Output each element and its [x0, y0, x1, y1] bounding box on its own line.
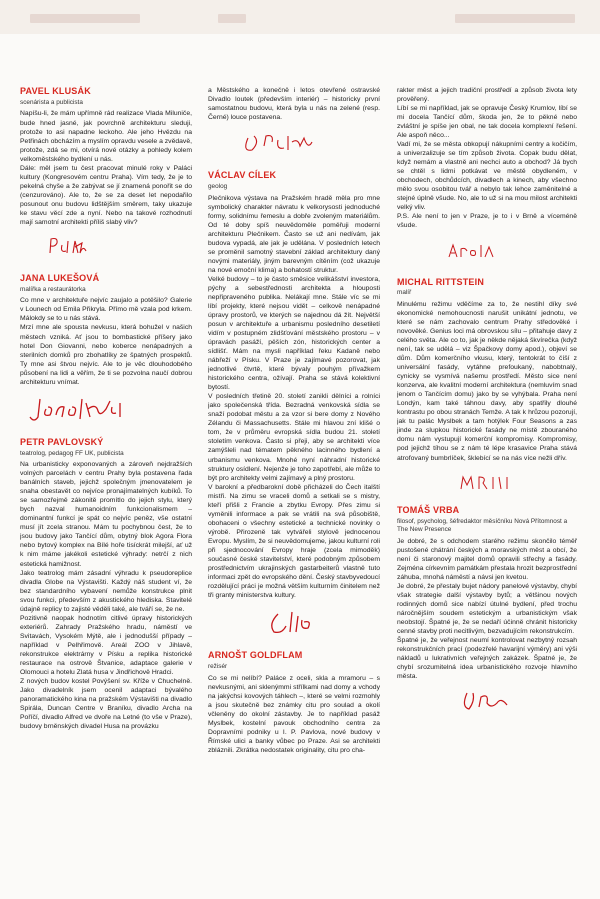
author-name: ARNOŠT GOLDFLAM	[208, 650, 303, 661]
paragraph: Dále: měl jsem tu čest pracovat minulé roky v Paláci kultury (Kongresovém centru Praha). Vím tedy, že je to pekelná chyše a že zabývat se jí znamená ponořit se do (cenzurováno). Ale to, že se za deset let nepodařilo posunout onu budovu lidštějším směrem, taky ukazuje ke stavu věcí zde a nyní. Nebo na takové rozhodnutí mají samotní architekti příliš slabý vliv?	[20, 164, 192, 226]
paragraph: rakter měst a jejich tradiční prostředí a způsob života lety prověřený.	[397, 87, 577, 104]
paragraph: Napíšu-li, že mám upřímně rád realizace Vlada Miluniče, bude hned jasné, jak povrchně architekturu sleduji, protože to asi napadne leckoho. Ale jeho Hvězdu na Petřinách obcházím a myslím opravdu vesele a zvědavě, protože, zdá se mi, otvírá nové otázky a pohledy kolem velkoměstského bydlení u nás.	[20, 110, 192, 163]
column-2	[208, 86, 380, 886]
paragraph: Z nových budov kostel Povýšení sv. Kříže v Chuchelně. Jako divadelník jsem ocenil adaptaci bývalého panoramatického kina na pražském Výstavišti na divadlo Spirála, Duncan Centre v Braníku, divadlo Archa na Poříčí, divadlo Alfred ve dvoře na Letné (to vše v Praze), budovy brněnských divadel Husa na provázku	[20, 677, 192, 731]
paragraph: Velké budovy – to je často směsice velikášství investora, pýchy a sebestřednosti architekta a hlouposti nepřipraveného publika. Nelákají mne. Stále víc se mi líbí projekty, které nejsou vidět – celkově nenápadné úpravy prostorů, ve kterých se najednou dá žít. Největší posun v architektuře a urbanismu posledního desetiletí vidím v postupném zlidšťování městského prostoru – v úpravách pasáží, pěších zón, historických center a sídlišť. Mám na mysli například řeku Kadaně nebo nábřeží v Písku. V Praze je zajímavé pozorovat, jak jednotlivé čtvrtě, které bývaly pouhým přívažkem historického centra, ožívají. Praha se stává kolektivní bytostí.	[208, 275, 380, 392]
paragraph: P.S. Ale není to jen v Praze, je to i v Brně a víceméně všude.	[397, 213, 577, 230]
paragraph: Minulému režimu vděčíme za to, že nestihl díky své ekonomické nemohoucnosti narušit unikátní jednotu, ve které se nám zachovalo centrum Prahy středověké i novověké. Genius loci má obrovskou sílu – přitahuje davy z celého světa. Ale co to, jak je někde nějaká škvírečka (když není, tak se udělá – viz Špačkovy domy apod.), objeví se dům. Dům komerčního vkusu, který, tentokrát to číší z universální fasády, vytáhne prefoukaný, nabobtnalý, cynicky se vysmívá našemu prostředí. Město sice není konzerva, ale kvalitní moderní architektura (nemluvím snad jenom o Tančícím domu) jako by se vyhýbala. Praha není Londýn, kam také táhnou davy, aby spatřily dlouhé kontrastu po obou stranách Temže. A tak k hrůzou pozorují, jak tu palác Myslbek a tam hotýlek Four Seasons a zas jinde za slupkou historické fasády ne místě zbouraného domu nám vystupují komerční kompromisy. Kompromisy, pod jejichž tíhou se z nám té lépe krasavice Praha stává atrofovaný bumbrlíček, šklebící se na nás více nežli dřív.	[397, 300, 577, 462]
author-name: VÁCLAV CÍLEK	[208, 170, 277, 181]
author-role: malířka a restaurátorka	[20, 285, 86, 293]
paragraph: Vadí mi, že se města obkopují nákupními centry a kočičím, a univerzalizuje se tím způsob života. Copak budu dělat, když nemám a vlastně ani nechci auto a obchod? Já bych se chtěl s lidmi potkávat ve městě obydleném, v obchodech, obchůdcích, divadlech a kinech, aby všechno mělo svou osobitou tvář a nebylo tak lehce zaměnitelné a stejné úplně všude. No, ale to už si na mou milost architekti velký vliv.	[397, 141, 577, 212]
signature-cilek	[208, 606, 348, 640]
author-name: MICHAL RITTSTEIN	[397, 276, 485, 287]
signature-goldflam	[397, 237, 537, 267]
author-role: filosof, psycholog, šéfredaktor měsíčníku Nová Přítomnost a The New Presence	[397, 517, 568, 534]
author-name: JANA LUKEŠOVÁ	[20, 272, 100, 283]
author-role: malíř	[397, 289, 412, 297]
paragraph: Plečnikova výstava na Pražském hradě měla pro mne symbolický charakter návratu k velkorysosti jednoduché formy, solidnímu řemeslu a dobře zvoleným materiálům. Od té doby spíš neuvědoměle poměřuji moderní architekturu Plečnikem. Často se už ani nedívám, jak budova vypadá, ale jak je udělána. V posledních letech se proměnil samotný stavební základ architektury daný novými materiály, jiným barevným cítěním (což ukazuje na nové emoční klima) a bohatostí struktur.	[208, 194, 380, 274]
author-role: teatrolog, pedagog FF UK, publicista	[20, 449, 124, 457]
paragraph: Pozitivně naopak hodnotím citlivé úpravy historických exteriérů. Zahrady Pražského hradu, náměstí ve Svitavách, Vysokém Mýtě, ale i jednodušší případy – například v Pelhřimově. Areál ZOO v Jihlavě, rekonstrukce elektrárny v Písku a replika historické restaurace na ostrově Štvanice, adaptace galerie v Olomouci a hotelu Zlatá husa v Jindřichově Hradci.	[20, 614, 192, 676]
paragraph: a Městského a konečně i letos otevřené ostravské Divadlo loutek (především interiér) – historicky první samostatnou budovu, která byla u nás na zelené (resp. Černé) louce postavena.	[208, 87, 380, 122]
top-band	[0, 0, 600, 34]
paragraph: Mrzí mne ale spousta nevkusu, která bohužel v našich městech vzniká. Ať jsou to bombastické příšery jako hotel Don Giovanni, nebo koberce nenápadných a sterilních domků pro zbohatlíky ze špatných prospektů. Ty mne asi štvou nejvíc. Ale to je věc dlouhodobého působení na lidi a věřím, že ti se pozvolna naučí dobrou architekturu vnímat.	[20, 324, 192, 386]
paragraph: Je dobré, že přestaly bujet nádory panelové výstavby, chybí však strategie další výstavby bytů; a většinou nových rodinných domů sice nabízí útulné bydlení, před trochu náročnějším soudem estetickým a urbanistickým však neobstojí. Špatné je, že se nedaří účinně chránit historicky cenné stavby proti necitlivým, bezvadujícím rekonstrukcím.	[397, 582, 577, 635]
column-1	[20, 86, 192, 886]
signature-col2-top	[208, 128, 328, 160]
column-3	[397, 86, 577, 886]
header-tab-right	[455, 14, 575, 23]
header-tab-mid	[218, 14, 246, 23]
author-name: PAVEL KLUSÁK	[20, 86, 91, 96]
signature-vrba	[397, 687, 537, 717]
signature-rittstein	[397, 469, 537, 495]
author-role: geolog	[208, 183, 228, 191]
paragraph: Je dobré, že s odchodem starého režimu skončilo téměř pustošené chátrání českých a moravských měst a obcí, že není či staronový majitel domů opravili střechy a fasády. Zejména církevním památkám přestala hrozit bezprostřední záhuba, mnohá náměstí a návsi jen kvetou.	[397, 537, 577, 581]
paragraph: Líbí se mi například, jak se opravuje Český Krumlov, líbí se mi docela Tančící dům, škoda jen, že to pěkné nebo zvláštní je spíše jen obal, ne tak docela komplexní řešení. Ale aspoň něco...	[397, 105, 577, 140]
paragraph: V posledních třetině 20. století zanikli dělníci a rolníci jako společenská třída. Bezradná venkovská sídla se snaží podobat městu a za vzor si bere domy z Nového Zélandu či Massachusetts. Stále mi hlavou zní klišé o tom, že v průměru evropská sídla budou 21. století stoletím venkova. Často si přeji, aby se architekti více zamýšleli nad tématem pěkného lacinného bydlení a urbanismu venkova. Mnohé nyní náhradní historické struktury osídlení. Nejenže je toho zapotřebí, ale může to být pro architekty velmi zajímavý a plný prostoru.	[208, 393, 380, 482]
paragraph: Co se mi nelíbí? Paláce z oceli, skla a mramoru – s nevkusnými, ani sklenýmmi střílkami nad domy a vchody na jakýchsi kovových táhlech –, které se velmi rozmohly a jsou skutečně bez známky citu pro soulad a okolí včleněny do okolní zástavby. Je to například pasáž Myslbek, kostelní pavouk obchodního centra za Dopravními podniky u I. P. Pavlova, nové budovy v Římské ulici a banky vůbec po Praze. Asi se architekti zbláznili. Zkrátka nedostatek originality, citu pro cha-	[208, 674, 380, 754]
paragraph: V barokní a předbarokní době přicházeli do Čech italští mistři. Na zimu se vraceli domů a setkali se s mistry, kteří přišli z Francie a zbytku Evropy. Přes zimu si vyměnili informace a pak se vrátili na svá působiště, obohaceni o všechny estetické a technické novinky o výrobě. Přirozeně tak vytvářeli stylově jednocenou Evropu. Myslím, že si neuvědomujeme, jakou kulturní roli při sjednocování Evropy hraje (zcela mimoděk) současné české stavitelství, které podobným způsobem prostřednictvím ukrajinských gastarbeiterů vlastně tuto informaci zpět do evropského dění. Český stavbyvedoucí rozdělující práci je možná větším kulturním činitelem než tři granty ministerstva kultury.	[208, 483, 380, 599]
header-tab-left	[30, 14, 140, 23]
paragraph: Na urbanisticky exponovaných a zároveň nejdražších volných parcelách v centru Prahy byla postavena řada banálních staveb, jejichž společným jmenovatelem je snaha obestavět co nejvíce pronajímatelných kubíků. To se samozřejmě zákonitě promítlo do jejich stylu, který bych nazval humanoidním funkcionalismem – dominantní funkcí je spát co nejvíc peněz, vše ostatní musí jít zcela stranou. Mám tu pochybnou čest, že to jsou budovy jako Tančící dům, obytný blok Agora Flora nebo bytový komplex na Bílé hoře tisíckrát milejší, ať už k nim máme jakékoli estetické výhrady: netrčí z nich estetická hamižnost.	[20, 461, 192, 568]
paragraph: Špatné je, že veřejnost neumí kontrolovat nezbytný rozsah rekonstrukčních prací (podezřelé havarijní výměry) ani výši nákladů u lukrativních veřejných zakázek. Špatné je, že chybí srozumitelná idea urbanistického rozvoje hlavního města.	[397, 636, 577, 681]
author-name: PETR PAVLOVSKÝ	[20, 436, 104, 447]
author-role: režisér	[208, 662, 228, 670]
signature-klusak	[20, 233, 110, 263]
paragraph: Jako teatrolog mám zásadní výhradu k pseudoreplice divadla Globe na Výstavišti. Každý náš student ví, že bez standardního vybavení nemůže konstrukce plnit svou funkci, především z akustického hlediska. Stavitelé údajně replicy to zajisté věděli také, ale tváří se, že ne.	[20, 569, 192, 613]
author-name: TOMÁŠ VRBA	[397, 504, 460, 515]
signature-lukesova	[20, 393, 140, 427]
paragraph: Co mne v architektuře nejvíc zaujalo a potěšilo? Galerie v Lounech od Emila Přikryla. Přímo mě vzala pod krkem. Málokdy se to u nás stává.	[20, 297, 192, 323]
author-role: scenárista a publicista	[20, 98, 83, 106]
